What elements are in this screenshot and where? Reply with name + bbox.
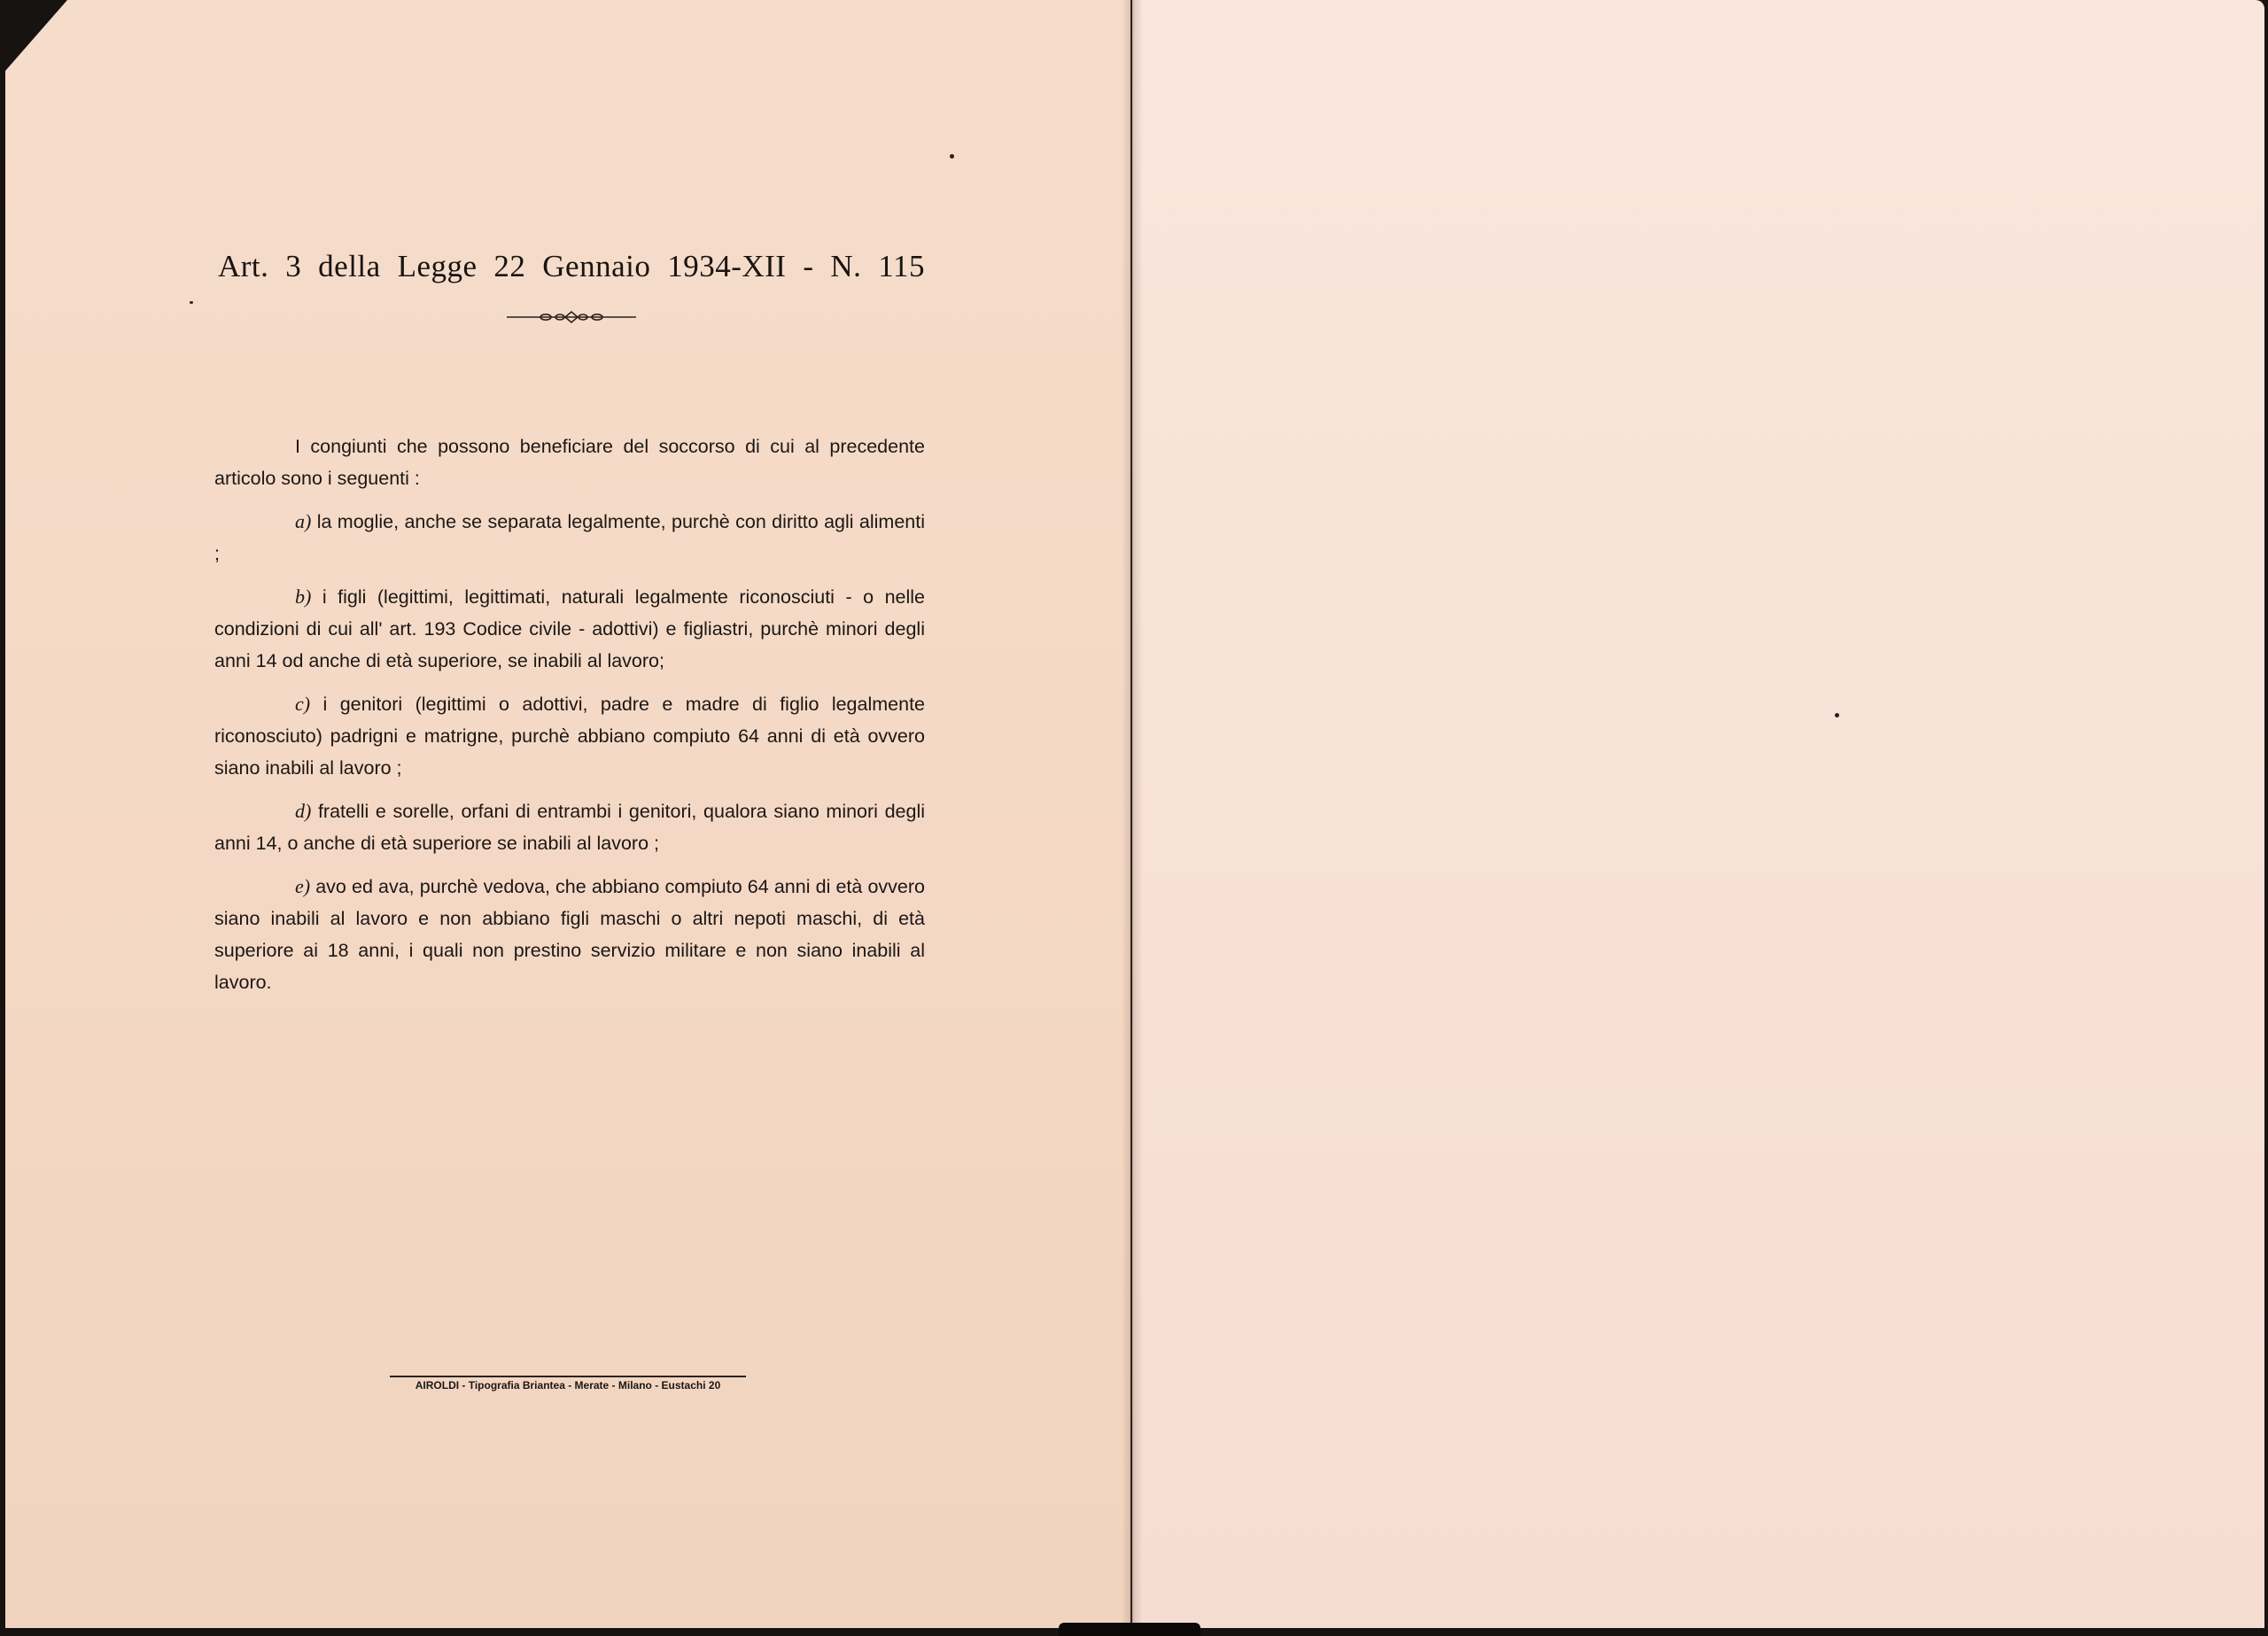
- right-page: [1132, 0, 2264, 1628]
- paragraph-text: fratelli e sorelle, orfani di entrambi i genitori, qualora siano minori degli anni 14, o anche di età superiore se inabili al lavoro ;: [214, 801, 925, 854]
- paragraph-text: la moglie, anche se separata legalmente, purchè con diritto agli alimenti ;: [214, 511, 925, 564]
- paper-speck: [950, 154, 954, 159]
- item-letter: a): [295, 510, 312, 532]
- imprint-rule: [390, 1376, 746, 1377]
- item-letter: e): [295, 875, 311, 897]
- item-paragraph-d: [214, 795, 925, 859]
- left-page: [5, 0, 1130, 1628]
- paper-speck: [1835, 713, 1839, 717]
- paragraph-text: i genitori (legittimi o adottivi, padre e madre di figlio legalmente riconosciuto) padrigni e matrigne, purchè abbiano compiuto 64 anni di età ovvero siano inabili al lavoro ;: [214, 694, 925, 779]
- item-paragraph-b: [214, 581, 925, 677]
- item-letter: c): [295, 693, 311, 715]
- article-title: Art. 3 della Legge 22 Gennaio 1934-XII - N. 115: [218, 249, 925, 283]
- article-body: [214, 430, 925, 1010]
- item-paragraph-c: [214, 688, 925, 784]
- ornamental-divider-icon: [507, 309, 636, 325]
- book-gutter: [1122, 0, 1143, 1628]
- paragraph-text: i figli (legittimi, legittimati, naturali legalmente riconosciuti - o nelle condizioni di cui all' art. 193 Codice civile - adottivi) e figliastri, purchè minori degli anni 14 od anche di età superiore, se inabili al lavoro;: [214, 586, 925, 671]
- paragraph-text: avo ed ava, purchè vedova, che abbiano compiuto 64 anni di età ovvero siano inabili al lavoro e non abbiano figli maschi o altri nepoti maschi, di età superiore ai 18 anni, i quali non prestino servizio militare e non siano inabili al lavoro.: [214, 876, 925, 993]
- torn-edge: [1059, 1623, 1200, 1636]
- intro-paragraph: [214, 430, 925, 494]
- item-paragraph-e: [214, 871, 925, 998]
- printer-imprint: AIROLDI - Tipografia Briantea - Merate - Milano - Eustachi 20: [415, 1379, 721, 1392]
- paper-speck: [190, 301, 193, 304]
- folded-corner: [5, 0, 67, 71]
- paragraph-text: I congiunti che possono beneficiare del soccorso di cui al precedente articolo sono i seguenti :: [214, 436, 925, 489]
- item-paragraph-a: [214, 506, 925, 570]
- item-letter: b): [295, 585, 312, 608]
- item-letter: d): [295, 800, 312, 822]
